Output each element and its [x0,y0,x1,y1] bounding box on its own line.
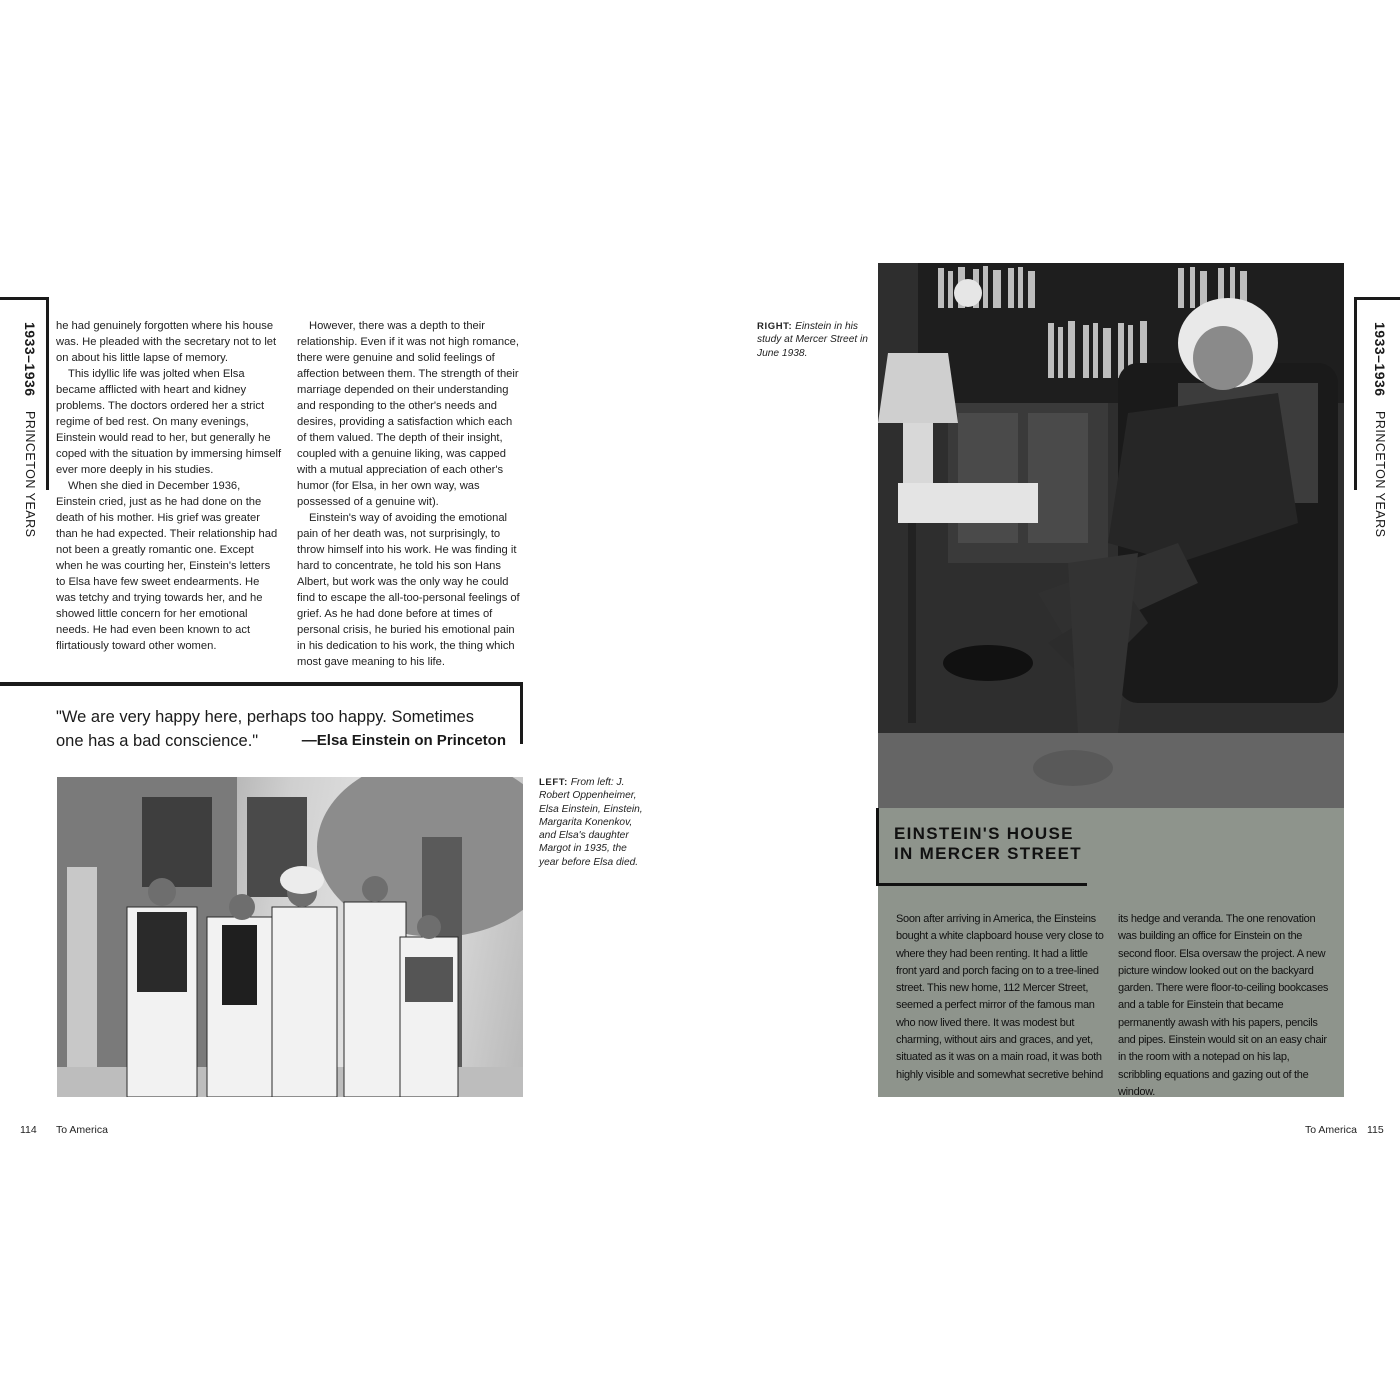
quote-rule [0,682,522,686]
caption-right [757,320,869,360]
caption-left [539,776,649,869]
sidebar-box-title-line: IN MERCER STREET [894,844,1082,863]
side-tab-section: PRINCETON YEARS [1373,410,1387,538]
pull-quote-text: "We are very happy here, perhaps too happy. Sometimes one has a bad conscience." [56,708,474,750]
side-tab-left [12,322,38,538]
paragraph: This idyllic life was jolted when Elsa became afflicted with heart and kidney problems. The doctors ordered her a strict regime of bed rest. On many evenings, Einstein would read to her, but generally he coped with the situation by immersing himself ever more deeply in his studies. [56,368,282,476]
side-tab-years: 1933–1936 [1372,322,1388,397]
paragraph: he had genuinely forgotten where his house was. He pleaded with the secretary not to let on about his little lapse of memory. [56,320,277,364]
study-photo [878,263,1344,808]
running-footer-left: To America [56,1124,108,1136]
paragraph: However, there was a depth to their relationship. Even if it was not high romance, there were genuine and solid feelings of affection between them. The strength of their marriage depended on their understanding and responding to the other's needs and desires, providing a satisfaction which each of them valued. The depth of their insight, coupled with a genuine liking, was capped with a mutual appreciation of each other's humor (for Elsa, in her own way, was possessed of a genuine wit). [297,320,520,508]
sidebar-box-column-1: Soon after arriving in America, the Einsteins bought a white clapboard house very close to where they had been renting. It had a little front yard and porch facing on to a tree-lined street. This new home, 112 Mercer Street, seemed a perfect mirror of the famous man who now lived there. It was modest but charming, without airs and graces, and yet, situated as it was on a main road, it was both highly visible and somewhat secretive behind [896,913,1104,1081]
sidebar-box-title [894,824,1134,864]
sidebar-box-rule [878,883,1087,886]
group-photo-illustration [57,777,523,1097]
page-number-left: 114 [20,1124,37,1136]
study-photo-illustration [878,263,1344,808]
paragraph: When she died in December 1936, Einstein cried, just as he had done on the death of his mother. His grief was greater than he had expected. Their relationship had not been a greatly romantic one. Except when he was courting her, Einstein's letters to Elsa have few sweet endearments. He was tetchy and trying towards her, and he showed little concern for her emotional needs. He had even been known to act flirtatiously toward other women. [56,480,278,652]
caption-text: Einstein in his study at Mercer Street in June 1938. [757,321,868,359]
quote-rule-vertical [520,682,523,744]
caption-lead: LEFT: [539,777,568,788]
page-number-right: 115 [1367,1124,1384,1136]
caption-lead: RIGHT: [757,321,793,332]
paragraph: Einstein's way of avoiding the emotional pain of her death was, not surprisingly, to throw himself into his work. He was finding it hard to concentrate, he told his son Hans Albert, but work was the only way he could find to escape the all-too-personal feelings of grief. As he had done before at times of personal crisis, he buried his emotional pain in his dedication to his work, the thing which most gave meaning to his life. [297,512,520,668]
pull-quote-attribution: —Elsa Einstein on Princeton [301,732,506,749]
sidebar-box-rule-vertical [876,808,879,886]
group-photo [57,777,523,1097]
body-column-2 [297,318,523,670]
pull-quote [56,705,506,753]
running-footer-right: To America [1305,1124,1357,1136]
side-tab-right [1362,322,1388,538]
body-column-1 [56,318,282,654]
side-tab-years: 1933–1936 [22,322,38,397]
side-tab-section: PRINCETON YEARS [23,410,37,538]
sidebar-box-title-line: EINSTEIN'S HOUSE [894,824,1074,843]
caption-text: From left: J. Robert Oppenheimer, Elsa Einstein, Einstein, Margarita Konenkov, and Elsa's daughter Margot in 1935, the year before Elsa died. [539,777,643,868]
sidebar-box-column-2: its hedge and veranda. The one renovation was building an office for Einstein on the second floor. Elsa oversaw the project. A new picture window looked out on the backyard garden. There were floor-to-ceiling bookcases and a table for Einstein that became permanently awash with his papers, pencils and pipes. Einstein would sit on an easy chair in the room with a notepad on his lap, scribbling equations and gazing out of the window. [1118,913,1329,1098]
